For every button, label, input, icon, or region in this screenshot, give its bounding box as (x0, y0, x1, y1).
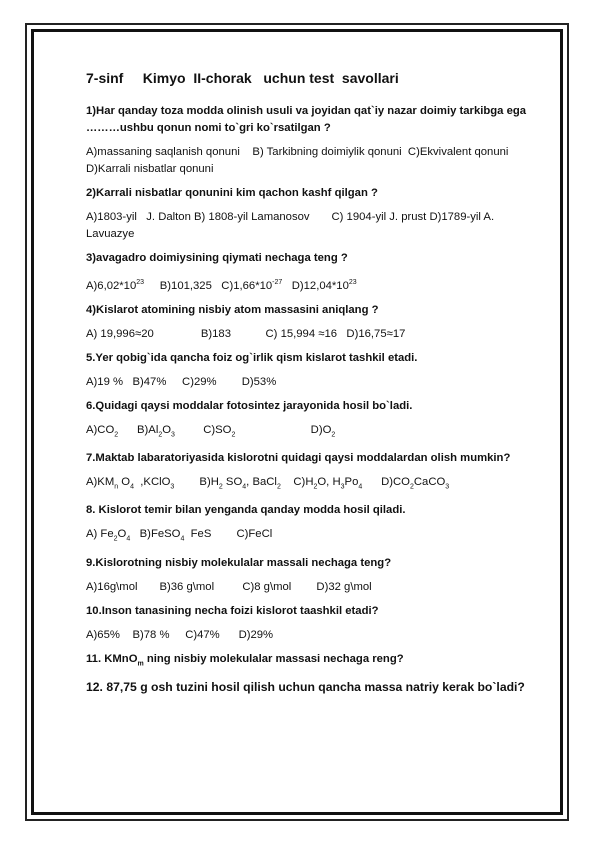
answers-8: A) $Fe_2O_4$ B)FeSO$_4$ FeS C)FeCl (86, 528, 273, 543)
answers-5: A)19 % B)47% C)29% D)53% (86, 375, 277, 388)
question-6: 6.Quidagi qaysi moddalar fotosintez jarayonida hosil bo`ladi. (86, 399, 413, 412)
question-2: 2)Karrali nisbatlar qonunini kim qachon kashf qilgan ? (86, 187, 378, 199)
question-9: 9.Kislorotning nisbiy molekulalar massali nechaga teng? (86, 556, 392, 569)
answers-7: $A)KM_n$ $O_4$ ,KClO$_3$ $B)H_2$ $SO_4$, BaCl$_2$ $C)H_2O$, $H_3Po_4$ $D)CO_2CaCO_3$ (86, 476, 450, 491)
question-10: 10.Inson tanasining necha foizi kislorot taashkil etadi? (86, 604, 379, 617)
document-title: 7-sinf Kimyo II-chorak uchun test savollari (86, 70, 399, 86)
answers-3: $A)6,02*10^{23}$ B)101,325 $C)1,66*10^{-27}$ $D)12,04*10^{23}$ (86, 279, 357, 292)
answers-1: A)massaning saqlanish qonuni B) Tarkibning doimiylik qonuni C)Ekvivalent qonuni D)Karrali nisbatlar qonuni (86, 146, 512, 175)
answers-2: A)1803-yil J. Dalton B) 1808-yil Lamanosov C) 1904-yil J. prust D)1789-yil A. Lavuazye (86, 211, 498, 240)
question-7: 7.Maktab labaratoriyasida kislorotni quidagi qaysi moddalardan olish mumkin? (86, 452, 511, 465)
answers-6: $A)CO_2$ $B)Al_2O_3$ $C)SO_2$ $D)O_2$ (86, 423, 336, 439)
answers-4: A) 19,996≈20 B)183 C) 15,994 ≈16 D)16,75≈17 (86, 327, 406, 340)
question-4: 4)Kislarot atomining nisbiy atom massasini aniqlang ? (86, 303, 379, 316)
question-12: 12. 87,75 g osh tuzini hosil qilish uchun qancha massa natriy kerak bo`ladi? (86, 679, 525, 694)
question-8: 8. Kislorot temir bilan yenganda qanday modda hosil qiladi. (86, 504, 406, 517)
question-3: 3)avagadro doimiysining qiymati nechaga teng ? (86, 252, 348, 264)
answers-9: A)16g\mol B)36 g\mol C)8 g\mol D)32 g\mol (86, 580, 372, 593)
question-1: 1)Har qanday toza modda olinish usuli va joyidan qat`iy nazar doimiy tarkibga ega ………ushbu qonun nomi to`gri ko`rsatilgan ? (86, 105, 527, 134)
answers-10: A)65% B)78 % C)47% D)29% (86, 628, 274, 641)
question-11: 11. KMnO$_m$ ning nisbiy molekulalar massasi nechaga reng? (86, 652, 404, 667)
question-5: 5.Yer qobig`ida qancha foiz og`irlik qism kislarot tashkil etadi. (86, 351, 418, 364)
test-document (86, 70, 531, 703)
